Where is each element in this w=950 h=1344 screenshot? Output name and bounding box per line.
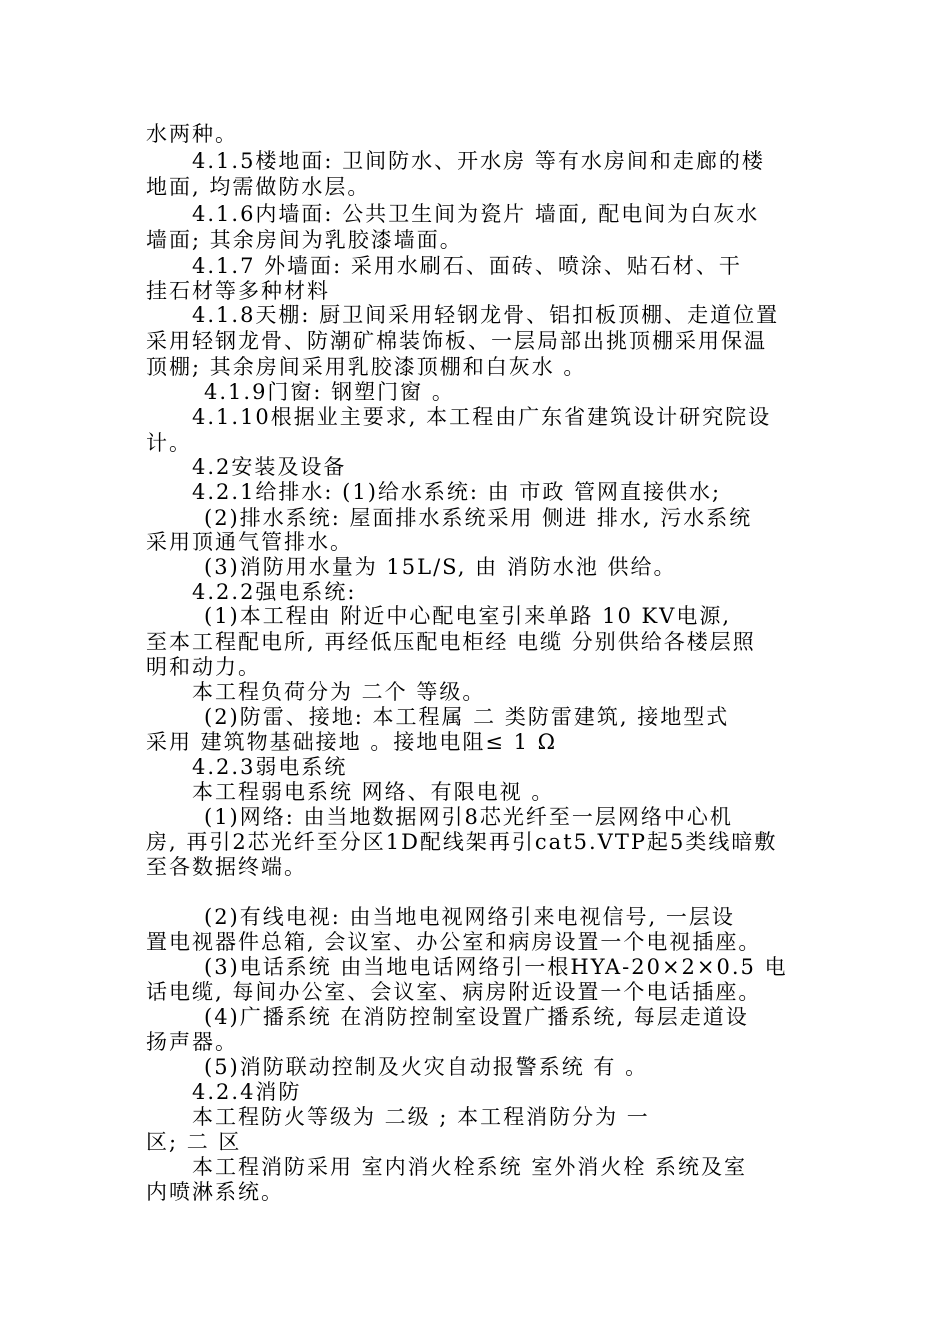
text-line: 地面, 均需做防水层。 bbox=[146, 175, 371, 199]
text-line: 4.1.9门窗: 钢塑门窗 。 bbox=[204, 380, 455, 404]
text-line: 4.2.1给排水: (1)给水系统: 由 市政 管网直接供水; bbox=[192, 480, 722, 504]
text-line: 房, 再引2芯光纤至分区1D配线架再引cat5.VTP起5类线暗敷 bbox=[146, 830, 778, 854]
text-line: (2)排水系统: 屋面排水系统采用 侧进 排水, 污水系统 bbox=[204, 506, 753, 530]
text-line: 话电缆, 每间办公室、会议室、病房附近设置一个电话插座。 bbox=[146, 980, 762, 1004]
text-line: 挂石材等多种材料 bbox=[146, 279, 330, 303]
text-line: 置电视器件总箱, 会议室、办公室和病房设置一个电视插座。 bbox=[146, 930, 762, 954]
text-line: 4.1.5楼地面: 卫间防水、开水房 等有水房间和走廊的楼 bbox=[192, 149, 765, 173]
text-line: 4.1.10根据业主要求, 本工程由广东省建筑设计研究院设 bbox=[192, 405, 772, 429]
text-line: 本工程弱电系统 网络、有限电视 。 bbox=[192, 780, 555, 804]
text-line: (5)消防联动控制及火灾自动报警系统 有 。 bbox=[204, 1055, 649, 1079]
text-line: 扬声器。 bbox=[146, 1030, 238, 1054]
text-line: (2)防雷、接地: 本工程属 二 类防雷建筑, 接地型式 bbox=[204, 705, 730, 729]
text-line: (3)消防用水量为 15L/S, 由 消防水池 供给。 bbox=[204, 555, 677, 579]
text-line: (3)电话系统 由当地电话网络引一根HYA-20×2×0.5 电 bbox=[204, 955, 788, 979]
text-line: 采用 建筑物基础接地 。接地电阻≤ 1 Ω bbox=[146, 730, 558, 754]
section-heading: 4.2.4消防 bbox=[192, 1080, 302, 1104]
text-line: 墙面; 其余房间为乳胶漆墙面。 bbox=[146, 228, 463, 252]
text-line: (2)有线电视: 由当地电视网络引来电视信号, 一层设 bbox=[204, 905, 735, 929]
text-line: (4)广播系统 在消防控制室设置广播系统, 每层走道设 bbox=[204, 1005, 749, 1029]
text-line: 本工程消防采用 室内消火栓系统 室外消火栓 系统及室 bbox=[192, 1155, 748, 1179]
text-line: 明和动力。 bbox=[146, 655, 261, 679]
text-line: 4.2.2强电系统: bbox=[192, 580, 357, 604]
text-line: 至本工程配电所, 再经低压配电柜经 电缆 分别供给各楼层照 bbox=[146, 630, 756, 654]
text-line: 4.1.8天棚: 厨卫间采用轻钢龙骨、铝扣板顶棚、走道位置 bbox=[192, 303, 780, 327]
text-line: 内喷淋系统。 bbox=[146, 1180, 284, 1204]
text-line: (1)网络: 由当地数据网引8芯光纤至一层网络中心机 bbox=[204, 805, 733, 829]
text-line: 本工程防火等级为 二级 ; 本工程消防分为 一 bbox=[192, 1105, 650, 1129]
text-line: 采用轻钢龙骨、防潮矿棉装饰板、一层局部出挑顶棚采用保温 bbox=[146, 329, 767, 353]
section-heading: 4.2安装及设备 bbox=[192, 455, 347, 479]
text-line: 4.1.7 外墙面: 采用水刷石、面砖、喷涂、贴石材、干 bbox=[192, 254, 742, 278]
text-line: 区; 二 区 bbox=[146, 1130, 242, 1154]
text-line: (1)本工程由 附近中心配电室引来单路 10 KV电源, bbox=[204, 604, 732, 628]
text-line: 顶棚; 其余房间采用乳胶漆顶棚和白灰水 。 bbox=[146, 355, 587, 379]
text-line: 水两种。 bbox=[146, 122, 238, 146]
text-line: 至各数据终端。 bbox=[146, 855, 307, 879]
text-line: 4.1.6内墙面: 公共卫生间为瓷片 墙面, 配电间为白灰水 bbox=[192, 202, 760, 226]
section-heading: 4.2.3弱电系统 bbox=[192, 755, 348, 779]
text-line: 本工程负荷分为 二个 等级。 bbox=[192, 680, 486, 704]
text-line: 计。 bbox=[146, 431, 192, 455]
text-line: 采用顶通气管排水。 bbox=[146, 530, 353, 554]
